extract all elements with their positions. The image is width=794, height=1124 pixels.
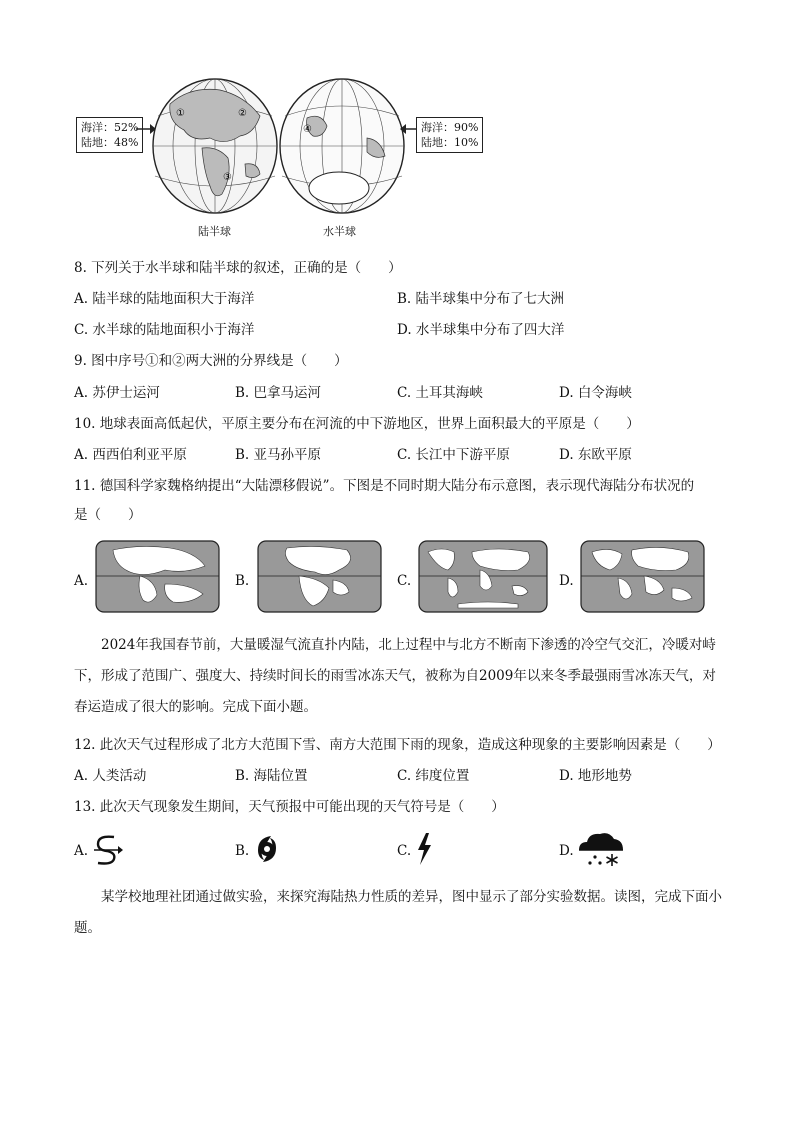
q9-option-c[interactable]: C. 土耳其海峡 [397, 385, 483, 401]
sandstorm-icon[interactable] [92, 833, 124, 867]
question-8-stem: 8. 下列关于水半球和陆半球的叙述，正确的是（ ） [74, 260, 402, 276]
question-12-stem: 12. 此次天气过程形成了北方大范围下雪、南方大范围下雨的现象，造成这种现象的主要影响因素是（ ） [74, 737, 721, 753]
question-10-stem: 10. 地球表面高低起伏，平原主要分布在河流的中下游地区，世界上面积最大的平原是（ ） [74, 416, 640, 432]
water-hemisphere-caption: 水半球 [323, 225, 356, 238]
q9-option-a[interactable]: A. 苏伊士运河 [74, 385, 160, 401]
q13-option-c[interactable]: C. [397, 843, 412, 859]
question-9-stem: 9. 图中序号①和②两大洲的分界线是（ ） [74, 353, 348, 369]
water-hemisphere-globe [277, 76, 407, 216]
marker-2: ② [238, 108, 247, 119]
q10-option-a[interactable]: A. 西西伯利亚平原 [74, 447, 187, 463]
q8-option-a[interactable]: A. 陆半球的陆地面积大于海洋 [74, 291, 255, 307]
q11-map-a[interactable] [95, 540, 220, 613]
q11-map-b[interactable] [257, 540, 382, 613]
q11-map-d[interactable] [580, 540, 705, 613]
q11-option-c[interactable]: C. [397, 573, 412, 589]
snow-cloud-icon[interactable] [576, 830, 626, 868]
lightning-icon[interactable] [414, 832, 434, 866]
water-hemisphere-legend: 海洋：90% 陆地：10% [416, 117, 483, 153]
land-hemisphere-caption: 陆半球 [198, 225, 231, 238]
marker-4: ④ [303, 124, 312, 135]
q9-option-b[interactable]: B. 巴拿马运河 [235, 385, 322, 401]
q10-option-c[interactable]: C. 长江中下游平原 [397, 447, 510, 463]
question-11-stem-line1: 11. 德国科学家魏格纳提出“大陆漂移假说”。下图是不同时期大陆分布示意图，表示现代海陆分布状况的 [74, 478, 695, 494]
passage-weather: 2024年我国春节前，大量暖湿气流直扑内陆，北上过程中与北方不断南下渗透的冷空气交汇，冷暖对峙下，形成了范围广、强度大、持续时间长的雨雪冰冻天气，被称为自2009年以来冬季最强雨雪冰冻天气，对春运造成了很大的影响。完成下面小题。 [74, 637, 716, 715]
q9-option-d[interactable]: D. 白令海峡 [559, 385, 632, 401]
q8-option-c[interactable]: C. 水半球的陆地面积小于海洋 [74, 322, 255, 338]
q11-option-b[interactable]: B. [235, 573, 250, 589]
q13-option-a[interactable]: A. [74, 843, 89, 859]
question-13-stem: 13. 此次天气现象发生期间，天气预报中可能出现的天气符号是（ ） [74, 799, 505, 815]
q11-map-c[interactable] [418, 540, 548, 613]
q8-option-d[interactable]: D. 水半球集中分布了四大洋 [397, 322, 565, 338]
typhoon-icon[interactable] [254, 834, 280, 864]
q12-option-a[interactable]: A. 人类活动 [74, 768, 147, 784]
q8-option-b[interactable]: B. 陆半球集中分布了七大洲 [397, 291, 565, 307]
q12-option-b[interactable]: B. 海陆位置 [235, 768, 308, 784]
q12-option-c[interactable]: C. 纬度位置 [397, 768, 470, 784]
question-11-stem-line2: 是（ ） [74, 507, 142, 523]
marker-1: ① [176, 108, 185, 119]
q10-option-d[interactable]: D. 东欧平原 [559, 447, 632, 463]
land-hemisphere-legend: 海洋：52% 陆地：48% [76, 117, 143, 153]
q13-option-d[interactable]: D. [559, 843, 574, 859]
q11-option-a[interactable]: A. [74, 573, 89, 589]
land-hemisphere-globe [150, 76, 280, 216]
q13-option-b[interactable]: B. [235, 843, 250, 859]
q11-option-d[interactable]: D. [559, 573, 574, 589]
passage-experiment: 某学校地理社团通过做实验，来探究海陆热力性质的差异，图中显示了部分实验数据。读图，完成下面小题。 [74, 889, 722, 936]
marker-3: ③ [223, 172, 232, 183]
q10-option-b[interactable]: B. 亚马孙平原 [235, 447, 322, 463]
q12-option-d[interactable]: D. 地形地势 [559, 768, 632, 784]
